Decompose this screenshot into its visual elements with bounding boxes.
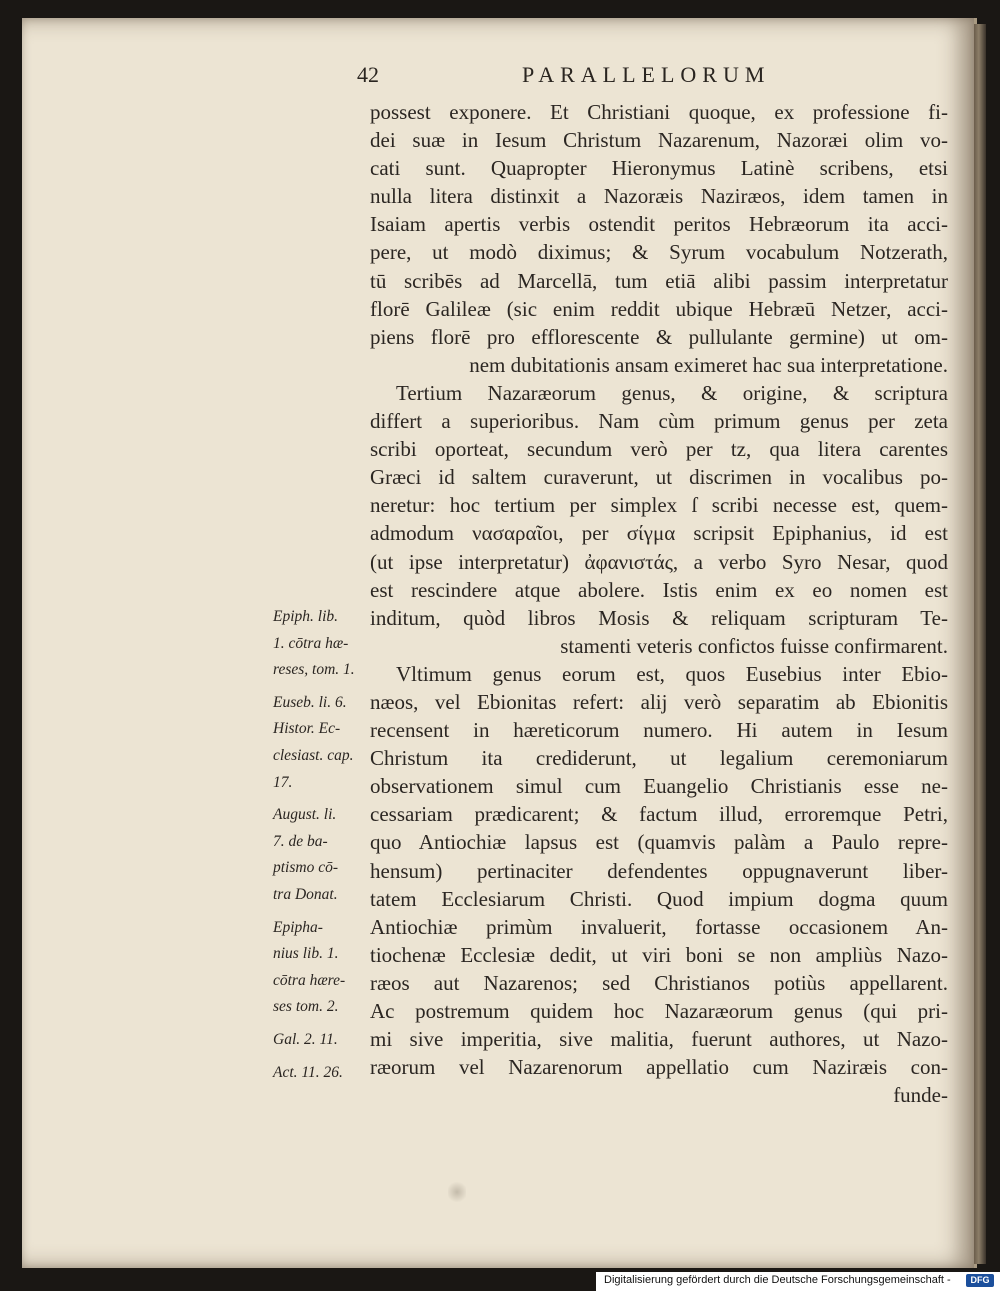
text-line: mi sive imperitia, sive malitia, fuerunt authores, ut Nazo- xyxy=(370,1027,948,1052)
margin-note xyxy=(273,604,373,684)
margin-note-line: Epiph. lib. xyxy=(273,608,339,625)
text-line: tatem Ecclesiarum Christi. Quod impium dogma quum xyxy=(370,886,948,911)
text-line: possest exponere. Et Christiani quoque, ex professione fi- xyxy=(370,100,948,124)
margin-note-line: Act. 11. 26. xyxy=(273,1063,343,1081)
margin-note-line: 1. cōtra hæ- xyxy=(273,634,349,652)
text-line: næos, vel Ebionitas refert: alij verò separatim ab Ebionitis xyxy=(370,689,948,714)
text-line: inditum, quòd libros Mosis & reliquam scripturam Te- xyxy=(370,605,948,630)
margin-note-line: 17. xyxy=(273,773,293,791)
page-number: 42 xyxy=(357,62,379,87)
text-line: differt a superioribus. Nam cùm primum genus per zeta xyxy=(370,409,948,434)
margin-note-line: nius lib. 1. xyxy=(273,945,339,963)
margin-note xyxy=(273,915,373,1021)
text-line: neretur: hoc tertium per simplex ſ scribi necesse est, quem- xyxy=(370,493,948,518)
body-text xyxy=(370,98,948,1109)
book-page-edge xyxy=(974,24,986,1264)
text-line: Græci id saltem curaverunt, ut discrimen in vocalibus po- xyxy=(370,465,948,490)
margin-note-line: August. li. xyxy=(273,806,337,824)
margin-note-line: clesiast. cap. xyxy=(273,746,354,764)
running-header xyxy=(357,62,777,96)
text-line: pere, ut modò diximus; & Syrum vocabulum Notzerath, xyxy=(370,240,948,265)
margin-note-line: Epipha- xyxy=(273,918,323,936)
text-line: Vltimum genus eorum est, quos Eusebius inter Ebio- xyxy=(396,661,948,686)
text-line: nem dubitationis ansam eximeret hac sua interpretatione. xyxy=(469,352,948,377)
text-line: Tertium Nazaræorum genus, & origine, & scriptura xyxy=(396,380,948,405)
margin-note-line: tra Donat. xyxy=(273,885,338,903)
text-line: ræos aut Nazarenos; sed Christianos potiùs appellarent. xyxy=(370,970,948,995)
text-line: Ac postremum quidem hoc Nazaræorum genus (qui pri- xyxy=(370,999,948,1023)
text-line: recensent in hæreticorum numero. Hi autem in Iesum xyxy=(370,718,948,743)
text-line: tū scribēs ad Marcellā, tum etiā alibi passim interpretatur xyxy=(370,268,948,293)
text-line: quo Antiochiæ lapsus est (quamvis palàm a Paulo repre- xyxy=(370,830,948,855)
text-line: admodum νασαραῖοι, per σίγμα scripsit Epiphanius, id est xyxy=(370,521,948,546)
text-line: Isaiam apertis verbis ostendit peritos Hebræorum ita acci- xyxy=(370,212,948,237)
footer-bar xyxy=(596,1272,1000,1291)
margin-note-line: Gal. 2. 11. xyxy=(273,1030,338,1048)
text-line: (ut ipse interpretatur) ἀφανιστάς, a verbo Syro Nesar, quod xyxy=(370,549,948,574)
dfg-logo-icon: DFG xyxy=(966,1274,994,1287)
running-title: PARALLELORUM xyxy=(522,62,771,87)
margin-note-line: Euseb. li. 6. xyxy=(273,693,347,711)
text-line: dei suæ in Iesum Christum Nazarenum, Nazoræi olim vo- xyxy=(370,128,948,153)
text-line: florē Galileæ (sic enim reddit ubique Hebræū Netzer, acci- xyxy=(370,296,948,321)
text-line: ræorum vel Nazarenorum appellatio cum Naziræis con- xyxy=(370,1055,948,1080)
text-line: piens florē pro efflorescente & pullulante germine) ut om- xyxy=(370,324,948,349)
margin-note xyxy=(273,690,373,796)
text-line: stamenti veteris confictos fuisse confirmarent. xyxy=(560,633,948,658)
margin-notes xyxy=(273,604,373,1086)
text-line: nulla litera distinxit a Nazoræis Naziræos, idem tamen in xyxy=(370,184,948,209)
margin-note xyxy=(273,802,373,908)
margin-note xyxy=(273,1060,373,1087)
text-line: cessariam prædicarent; & factum illud, erroremque Petri, xyxy=(370,802,948,827)
text-line: Antiochiæ primùm invaluerit, fortasse occasionem An- xyxy=(370,914,948,939)
footer-credit: Digitalisierung gefördert durch die Deutsche Forschungsgemeinschaft - xyxy=(604,1274,951,1286)
margin-note-line: Histor. Ec- xyxy=(273,720,341,738)
text-line: est rescindere atque abolere. Istis enim ex eo nomen est xyxy=(370,577,948,602)
text-line: cati sunt. Quapropter Hieronymus Latinè scribens, etsi xyxy=(370,156,948,181)
margin-note-line: 7. de ba- xyxy=(273,832,328,850)
paper-stain xyxy=(448,1180,466,1204)
margin-note-line: ptismo cō- xyxy=(273,859,339,877)
text-line: observationem simul cum Euangelio Christianis esse ne- xyxy=(370,774,948,799)
margin-note-line: ses tom. 2. xyxy=(273,998,339,1016)
margin-note-line: cōtra hære- xyxy=(273,971,346,989)
text-line: tiochenæ Ecclesiæ dedit, ut viri boni se non ampliùs Nazo- xyxy=(370,942,948,967)
margin-note xyxy=(273,1027,373,1054)
text-line: funde- xyxy=(893,1083,948,1108)
text-line: scribi oporteat, secundum verò per tz, qua litera carentes xyxy=(370,437,948,462)
text-line: Christum ita crediderunt, ut legalium ceremoniarum xyxy=(370,746,948,771)
margin-note-line: reses, tom. 1. xyxy=(273,661,355,679)
text-line: hensum) pertinaciter defendentes oppugnaverunt liber- xyxy=(370,858,948,883)
